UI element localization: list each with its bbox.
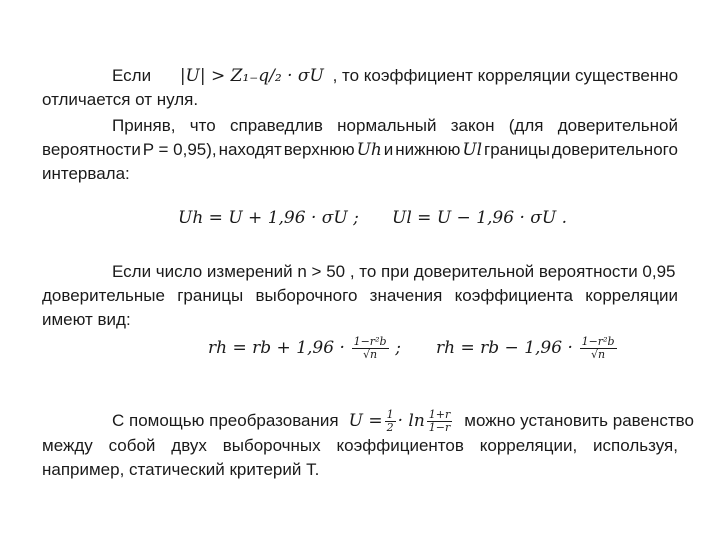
word: верхнюю <box>283 140 355 159</box>
para1-lead: Если <box>112 66 152 85</box>
para3-line3: имеют вид: <box>42 310 131 329</box>
fraction-denominator: 1−r <box>428 420 451 434</box>
para4-lead: С помощью преобразования <box>112 411 339 430</box>
word: доверительные <box>42 286 165 305</box>
fraction-ln <box>427 409 452 434</box>
fraction-numerator: 1 <box>386 407 394 421</box>
fraction-numerator: 1−r²b <box>353 335 387 348</box>
formula-end: ; <box>395 337 401 358</box>
word: Приняв, <box>112 116 176 135</box>
word: нормальный <box>337 116 437 135</box>
para2-line3: интервала: <box>42 164 130 183</box>
para4-rest: можно установить равенство <box>464 411 694 430</box>
para4-line2 <box>42 436 678 456</box>
word: P = 0,95), <box>142 140 217 159</box>
para1-math: |U| > Z₁₋q/₂ · σU <box>179 66 324 86</box>
word: корреляции, <box>479 436 578 455</box>
formula-ul: Ul = U − 1,96 · σU . <box>392 208 567 228</box>
word: справедлив <box>229 116 323 135</box>
formula-lhs: rh = rb − 1,96 · <box>436 337 573 358</box>
word: нижнюю <box>395 140 461 159</box>
formula-lhs: U = <box>348 411 383 431</box>
word: что <box>189 116 216 135</box>
fraction-numerator: 1−r²b <box>581 335 615 348</box>
para3-line1: Если число измерений n > 50 , то при доверительной вероятности 0,95 <box>112 262 676 281</box>
word: между <box>42 436 93 455</box>
word: выборочного <box>255 286 358 305</box>
formula-rh-upper <box>208 336 401 361</box>
para2-line1 <box>112 116 678 136</box>
word: закон <box>450 116 495 135</box>
fraction-denominator: √n <box>591 348 606 361</box>
word: двух <box>171 436 207 455</box>
fraction-numerator: 1+r <box>428 407 451 421</box>
word: Uh <box>356 140 382 160</box>
fraction-half <box>385 409 396 434</box>
formula-rh-lower <box>436 336 619 361</box>
para1-line1 <box>112 66 678 86</box>
word: вероятности <box>42 140 141 159</box>
word: Ul <box>462 140 483 160</box>
fraction-denominator: √n <box>363 348 378 361</box>
word: находят <box>218 140 282 159</box>
ln-operator: · ln <box>397 411 425 431</box>
word: (для <box>508 116 544 135</box>
word: границы <box>484 140 550 159</box>
fraction <box>352 336 389 361</box>
para2-line2 <box>42 140 678 160</box>
word: доверительного <box>551 140 678 159</box>
word: доверительной <box>557 116 678 135</box>
word: коэффициента <box>454 286 573 305</box>
word: используя, <box>593 436 678 455</box>
word: собой <box>108 436 156 455</box>
para1-rest: , то коэффициент корреляции существенно <box>332 66 679 85</box>
word: границы <box>177 286 244 305</box>
para3-line2 <box>42 286 678 306</box>
para4-line1 <box>112 404 694 438</box>
fraction-denominator: 2 <box>386 420 394 434</box>
word: значения <box>369 286 443 305</box>
para1-line2: отличается от нуля. <box>42 90 199 109</box>
word: выборочных <box>222 436 321 455</box>
formula-uh: Uh = U + 1,96 · σU ; <box>178 208 359 228</box>
fraction <box>580 336 617 361</box>
para4-line3: например, статический критерий T. <box>42 460 320 479</box>
word: корреляции <box>585 286 678 305</box>
formula-lhs: rh = rb + 1,96 · <box>208 337 345 358</box>
word: коэффициентов <box>336 436 464 455</box>
word: и <box>383 140 394 159</box>
